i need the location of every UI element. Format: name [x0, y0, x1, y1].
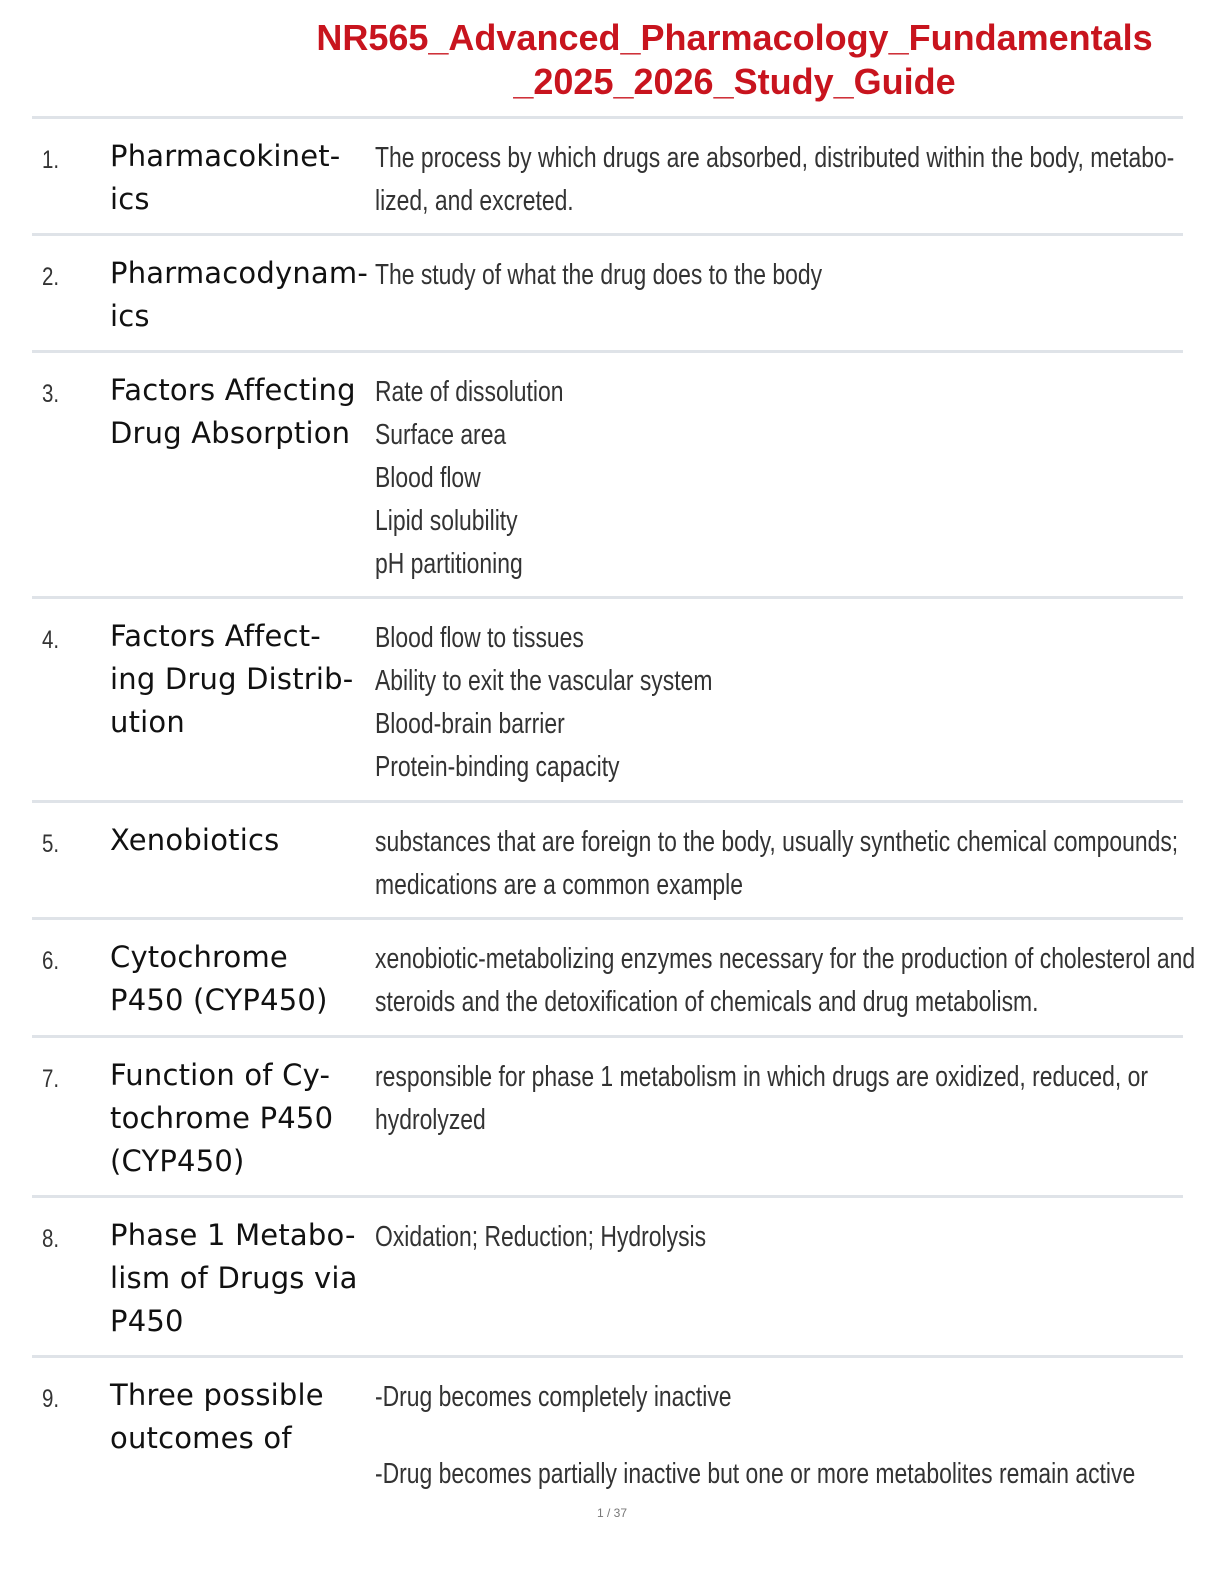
- definition-line: Lipid solubility: [375, 505, 518, 537]
- card-definition: [375, 821, 1179, 907]
- definition-spacer: [375, 1419, 1165, 1453]
- card-term: [110, 135, 372, 221]
- card-term: [110, 615, 372, 744]
- term-line: Function of Cy-: [110, 1058, 331, 1092]
- term-line: P450 (CYP450): [110, 983, 328, 1017]
- flashcard-row: [32, 1355, 1183, 1498]
- term-line: Phase 1 Metabo-: [110, 1218, 356, 1252]
- definition-line: The study of what the drug does to the body: [375, 259, 823, 291]
- flashcard-row: [32, 350, 1183, 596]
- definition-line: lized, and excreted.: [375, 185, 574, 217]
- flashcard-row: [32, 116, 1183, 233]
- definition-line: The process by which drugs are absorbed, distributed within the body, metabo-: [375, 142, 1175, 174]
- card-definition: [375, 1216, 1165, 1259]
- definition-line: medications are a common example: [375, 869, 744, 901]
- definition-line: responsible for phase 1 metabolism in which drugs are oxidized, reduced, or: [375, 1061, 1148, 1093]
- term-line: ing Drug Distrib-: [110, 662, 354, 696]
- term-line: Pharmacokinet-: [110, 139, 341, 173]
- card-definition: [375, 938, 1196, 1024]
- card-definition: [375, 254, 1165, 297]
- definition-line: Rate of dissolution: [375, 376, 564, 408]
- card-term: [110, 1054, 372, 1183]
- card-number: 4.: [42, 626, 60, 654]
- term-line: Factors Affect-: [110, 619, 321, 653]
- flashcard-row: [32, 800, 1183, 917]
- definition-line: Blood flow to tissues: [375, 622, 584, 654]
- flashcard-list: [32, 116, 1196, 1498]
- card-term: [110, 819, 372, 862]
- flashcard-row: [32, 1035, 1183, 1195]
- document-title-line-1: NR565_Advanced_Pharmacology_Fundamentals: [316, 17, 1153, 58]
- document-title-line-2: _2025_2026_Study_Guide: [513, 61, 956, 102]
- definition-line: hydrolyzed: [375, 1104, 486, 1136]
- term-line: Xenobiotics: [110, 823, 280, 857]
- term-line: P450: [110, 1304, 184, 1338]
- term-line: outcomes of: [110, 1421, 292, 1455]
- definition-line: Blood-brain barrier: [375, 708, 565, 740]
- flashcard-row: [32, 596, 1183, 800]
- card-definition: [375, 137, 1175, 223]
- card-definition: [375, 1056, 1165, 1142]
- definition-line: Oxidation; Reduction; Hydrolysis: [375, 1221, 707, 1253]
- card-number: 9.: [42, 1385, 60, 1413]
- card-number: 2.: [42, 263, 60, 291]
- card-term: [110, 369, 372, 455]
- term-line: ics: [110, 182, 150, 216]
- card-term: [110, 252, 372, 338]
- term-line: Drug Absorption: [110, 416, 351, 450]
- card-number: 8.: [42, 1225, 60, 1253]
- term-line: ution: [110, 705, 185, 739]
- definition-line: Ability to exit the vascular system: [375, 665, 713, 697]
- definition-line: steroids and the detoxification of chemicals and drug metabolism.: [375, 986, 1039, 1018]
- definition-line: pH partitioning: [375, 548, 523, 580]
- card-number: 5.: [42, 830, 60, 858]
- term-line: tochrome P450: [110, 1101, 334, 1135]
- card-number: 3.: [42, 380, 60, 408]
- definition-line: Surface area: [375, 419, 507, 451]
- card-term: [110, 936, 372, 1022]
- card-definition: [375, 617, 1165, 789]
- definition-line: -Drug becomes completely inactive: [375, 1381, 732, 1413]
- flashcard-row: [32, 917, 1196, 1035]
- definition-line: xenobiotic-metabolizing enzymes necessary for the production of cholesterol and: [375, 943, 1196, 975]
- document-title: [262, 16, 1207, 104]
- flashcard-row: [32, 1195, 1183, 1355]
- term-line: (CYP450): [110, 1144, 245, 1178]
- term-line: Factors Affecting: [110, 373, 356, 407]
- term-line: lism of Drugs via: [110, 1261, 358, 1295]
- card-number: 1.: [42, 146, 60, 174]
- card-number: 7.: [42, 1065, 60, 1093]
- term-line: Cytochrome: [110, 940, 288, 974]
- term-line: Three possible: [110, 1378, 324, 1412]
- definition-line: -Drug becomes partially inactive but one or more metabolites remain active: [375, 1458, 1136, 1490]
- card-definition: [375, 1376, 1165, 1496]
- card-term: [110, 1214, 372, 1343]
- term-line: ics: [110, 299, 150, 333]
- flashcard-row: [32, 233, 1183, 350]
- card-number: 6.: [42, 947, 60, 975]
- term-line: Pharmacodynam-: [110, 256, 368, 290]
- page-indicator: 1 / 37: [596, 1506, 628, 1520]
- definition-line: substances that are foreign to the body, usually synthetic chemical compounds;: [375, 826, 1179, 858]
- definition-line: Protein-binding capacity: [375, 751, 620, 783]
- card-definition: [375, 371, 1165, 586]
- card-term: [110, 1374, 372, 1460]
- definition-line: Blood flow: [375, 462, 481, 494]
